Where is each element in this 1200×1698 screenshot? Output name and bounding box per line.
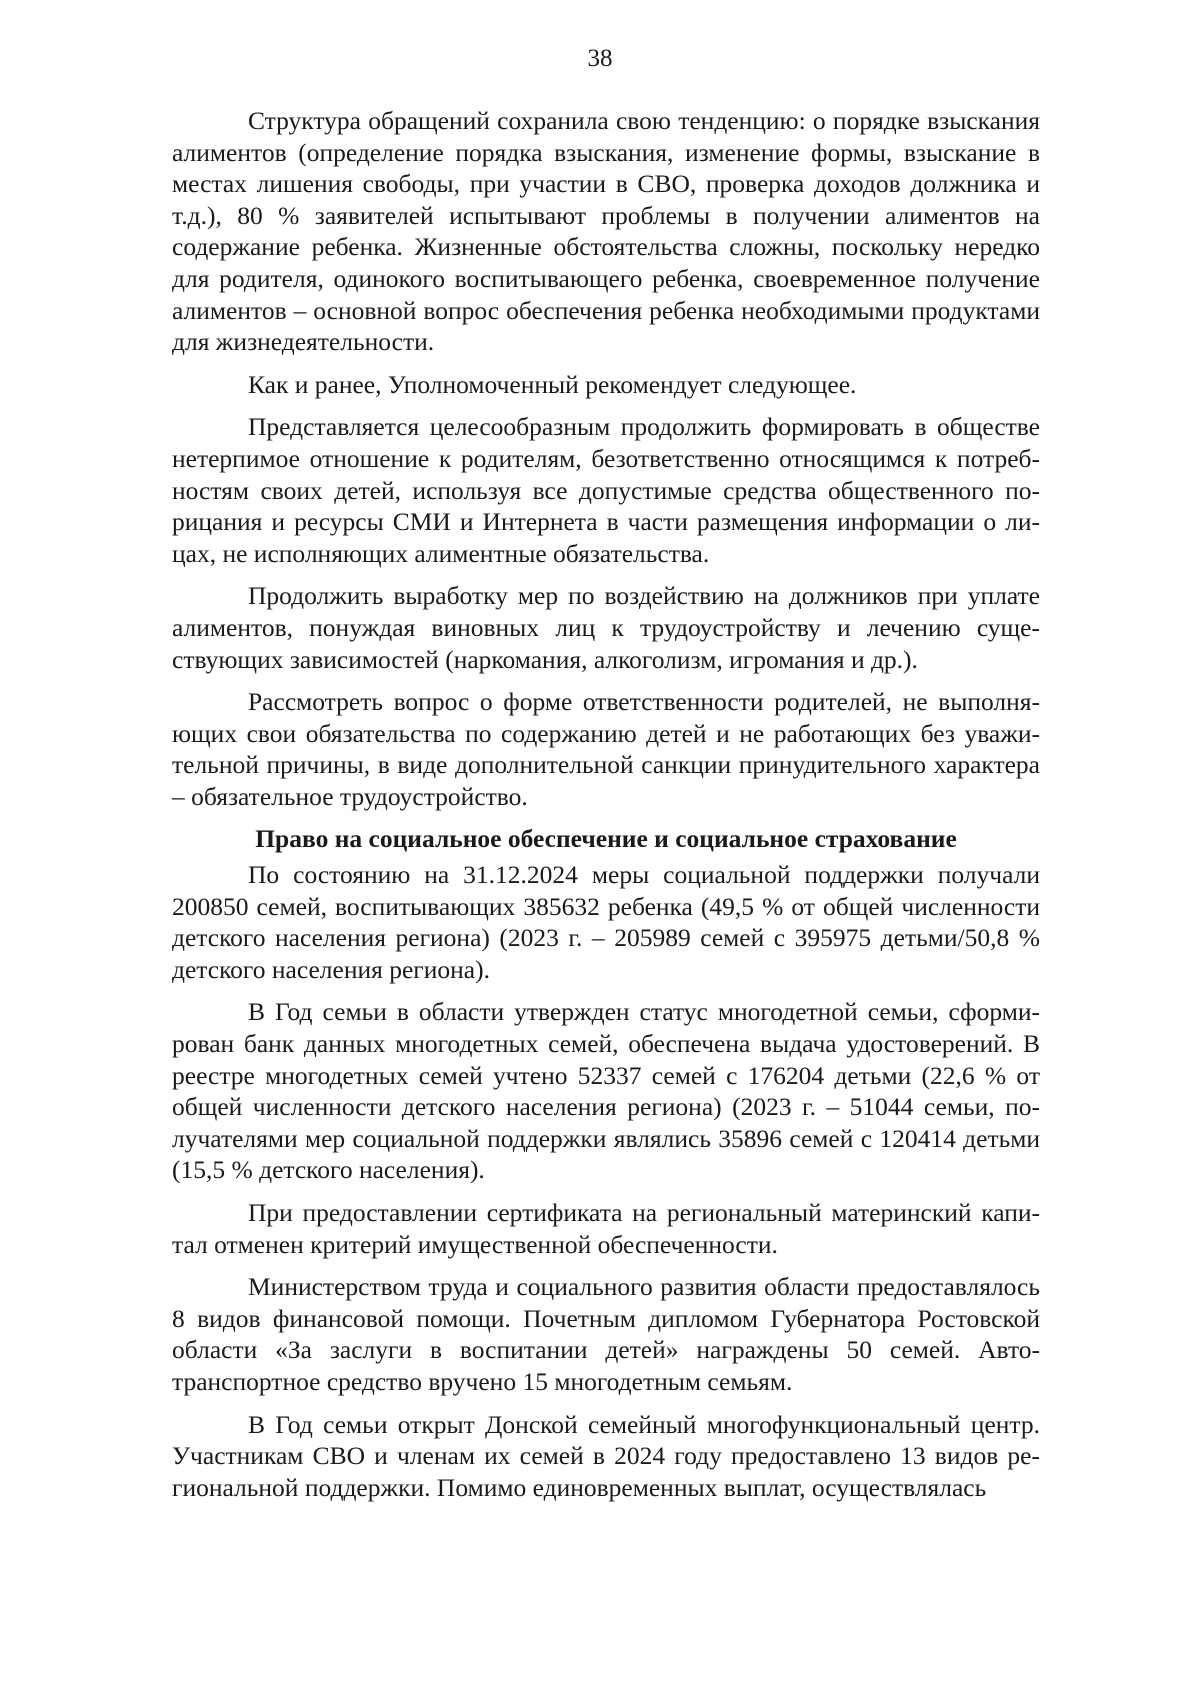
paragraph-recommendation-responsibility: Рассмотреть вопрос о форме ответственности родителей, не выполняющих свои обязательства по содержанию детей и не работающих без уважительной причины, в виде дополнительной санкции принудительного характера – обязательное трудоустройство. bbox=[172, 687, 1040, 811]
section-heading: Право на социальное обеспечение и социальное страхование bbox=[255, 824, 957, 854]
paragraph-family-center: В Год семьи открыт Донской семейный многофункциональный центр. Участникам СВО и членам их семей в 2024 году предоставлено 13 видов региональной поддержки. Помимо единовременных выплат, осуществлялась bbox=[172, 1409, 1040, 1502]
paragraph-alimony-structure: Структура обращений сохранила свою тенденцию: о порядке взыскания алиментов (определение порядка взыскания, изменение формы, взыскание в местах лишения свободы, при участии в СВО, проверка доходов должника и т.д.), 80 % заявителей испытывают проблемы в получении алиментов на содержание ребенка. Жизненные обстоятельства сложны, поскольку нередко для родителя, одинокого воспитывающего ребенка, своевременное получение алиментов – основной вопрос обеспечения ребенка необходимыми продуктами для жизнедеятельности. bbox=[172, 106, 1040, 357]
paragraph-recommendations-intro: Как и ранее, Уполномоченный рекомендует следующее. bbox=[248, 369, 857, 399]
paragraph-large-families: В Год семьи в области утвержден статус многодетной семьи, сформирован банк данных многодетных семей, обеспечена выдача удостоверений. В реестре многодетных семей учтено 52337 семей с 176204 детьми (22,6 % от общей численности детского населения региона) (2023 г. – 51044 семьи, получателями мер социальной поддержки являлись 35896 семей с 120414 детьми (15,5 % детского населения). bbox=[172, 997, 1040, 1185]
page-number: 38 bbox=[587, 45, 613, 72]
paragraph-recommendation-public-attitude: Представляется целесообразным продолжить формировать в обществе нетерпимое отношение к родителям, безответственно относящимся к потребностям своих детей, используя все допустимые средства общественного порицания и ресурсы СМИ и Интернета в части размещения информации о лицах, не исполняющих алиментные обязательства. bbox=[172, 412, 1040, 568]
document-body bbox=[172, 105, 1040, 1514]
paragraph-maternity-capital: При предоставлении сертификата на региональный материнский капитал отменен критерий имущественной обеспеченности. bbox=[172, 1198, 1040, 1259]
paragraph-recommendation-debtors: Продолжить выработку мер по воздействию на должников при уплате алиментов, понуждая виновных лиц к трудоустройству и лечению существующих зависимостей (наркомания, алкоголизм, игромания и др.). bbox=[172, 581, 1040, 674]
paragraph-social-support-stats: По состоянию на 31.12.2024 меры социальной поддержки получали 200850 семей, воспитывающих 385632 ребенка (49,5 % от общей численности детского населения региона) (2023 г. – 205989 семей с 395975 детьми/50,8 % детского населения региона). bbox=[172, 860, 1040, 984]
paragraph-financial-assistance: Министерством труда и социального развития области предоставлялось 8 видов финансовой помощи. Почетным дипломом Губернатора Ростовской области «За заслуги в воспитании детей» награждены 50 семей. Автотранспортное средство вручено 15 многодетным семьям. bbox=[172, 1272, 1040, 1396]
